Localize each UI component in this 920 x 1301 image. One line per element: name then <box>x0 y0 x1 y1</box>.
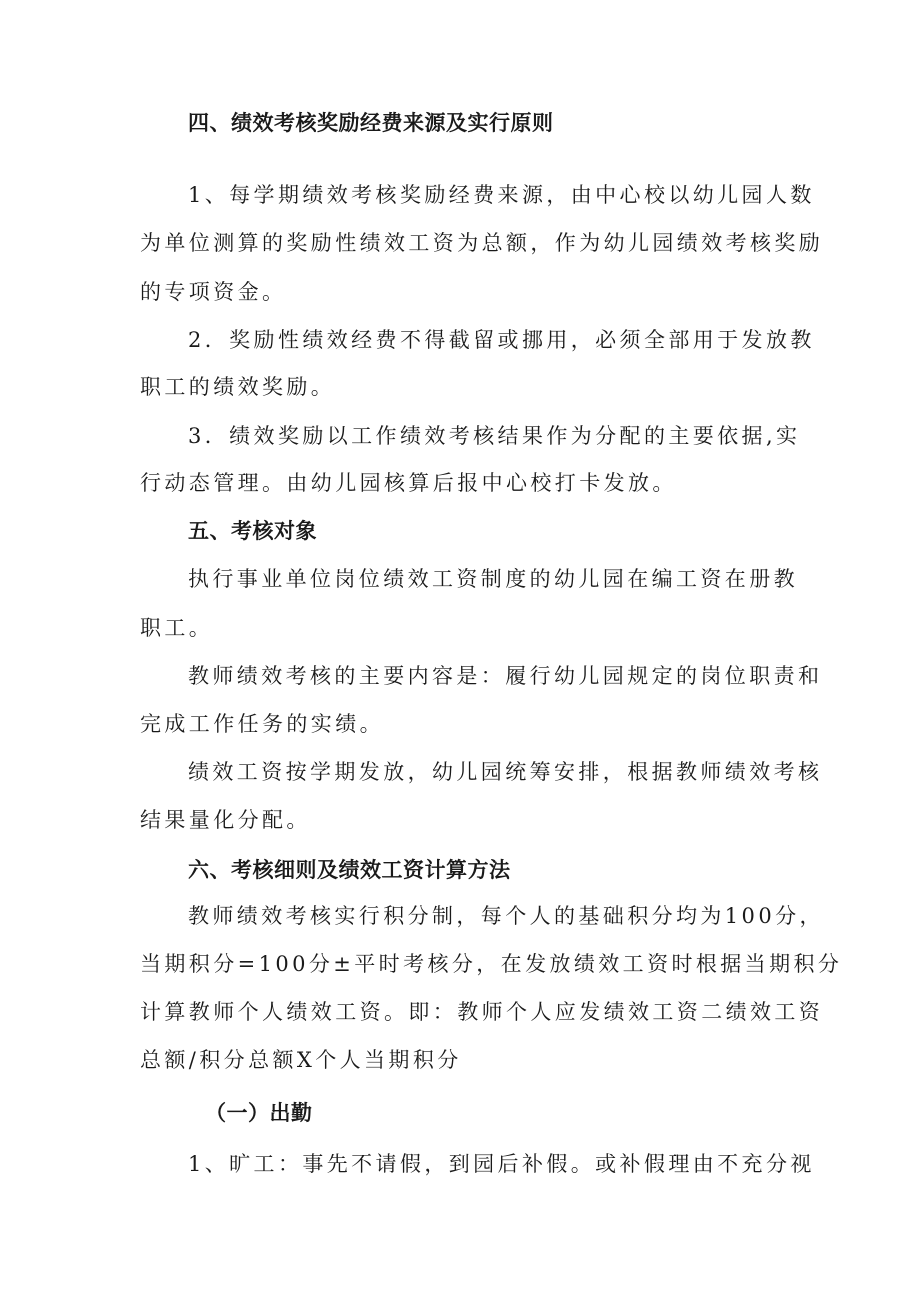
paragraph-line: 职工的绩效奖励。 <box>140 375 336 399</box>
paragraph-line: 教师绩效考核实行积分制，每个人的基础积分均为100分， <box>188 904 824 928</box>
paragraph-line: 执行事业单位岗位绩效工资制度的幼儿园在编工资在册教 <box>188 567 798 591</box>
paragraph-line: 计算教师个人绩效工资。即：教师个人应发绩效工资二绩效工资 <box>140 1000 824 1024</box>
paragraph-line: 为单位测算的奖励性绩效工资为总额，作为幼儿园绩效考核奖励 <box>140 231 824 255</box>
paragraph-line: 当期积分=100分±平时考核分，在发放绩效工资时根据当期积分 <box>140 952 843 976</box>
paragraph-line: 2．奖励性绩效经费不得截留或挪用，必须全部用于发放教 <box>188 328 815 352</box>
paragraph-line: 行动态管理。由幼儿园核算后报中心校打卡发放。 <box>140 471 677 495</box>
paragraph-line: 的专项资金。 <box>140 280 287 304</box>
paragraph-line: 1、每学期绩效考核奖励经费来源，由中心校以幼儿园人数 <box>188 183 815 207</box>
paragraph-line: 结果量化分配。 <box>140 808 311 832</box>
section-heading-5: 五、考核对象 <box>188 519 317 543</box>
paragraph-line: 教师绩效考核的主要内容是：履行幼儿园规定的岗位职责和 <box>188 664 823 688</box>
paragraph-line: 职工。 <box>140 616 214 640</box>
paragraph-line: 总额/积分总额X个人当期积分 <box>140 1048 462 1072</box>
paragraph-line: 1、旷工：事先不请假，到园后补假。或补假理由不充分视 <box>188 1152 815 1176</box>
paragraph-line: 绩效工资按学期发放，幼儿园统筹安排，根据教师绩效考核 <box>188 760 823 784</box>
subsection-heading-attendance: （一）出勤 <box>205 1101 313 1125</box>
section-heading-6: 六、考核细则及绩效工资计算方法 <box>188 858 511 882</box>
paragraph-line: 3．绩效奖励以工作绩效考核结果作为分配的主要依据,实 <box>188 424 801 448</box>
paragraph-line: 完成工作任务的实绩。 <box>140 712 384 736</box>
section-heading-4: 四、绩效考核奖励经费来源及实行原则 <box>188 111 554 135</box>
